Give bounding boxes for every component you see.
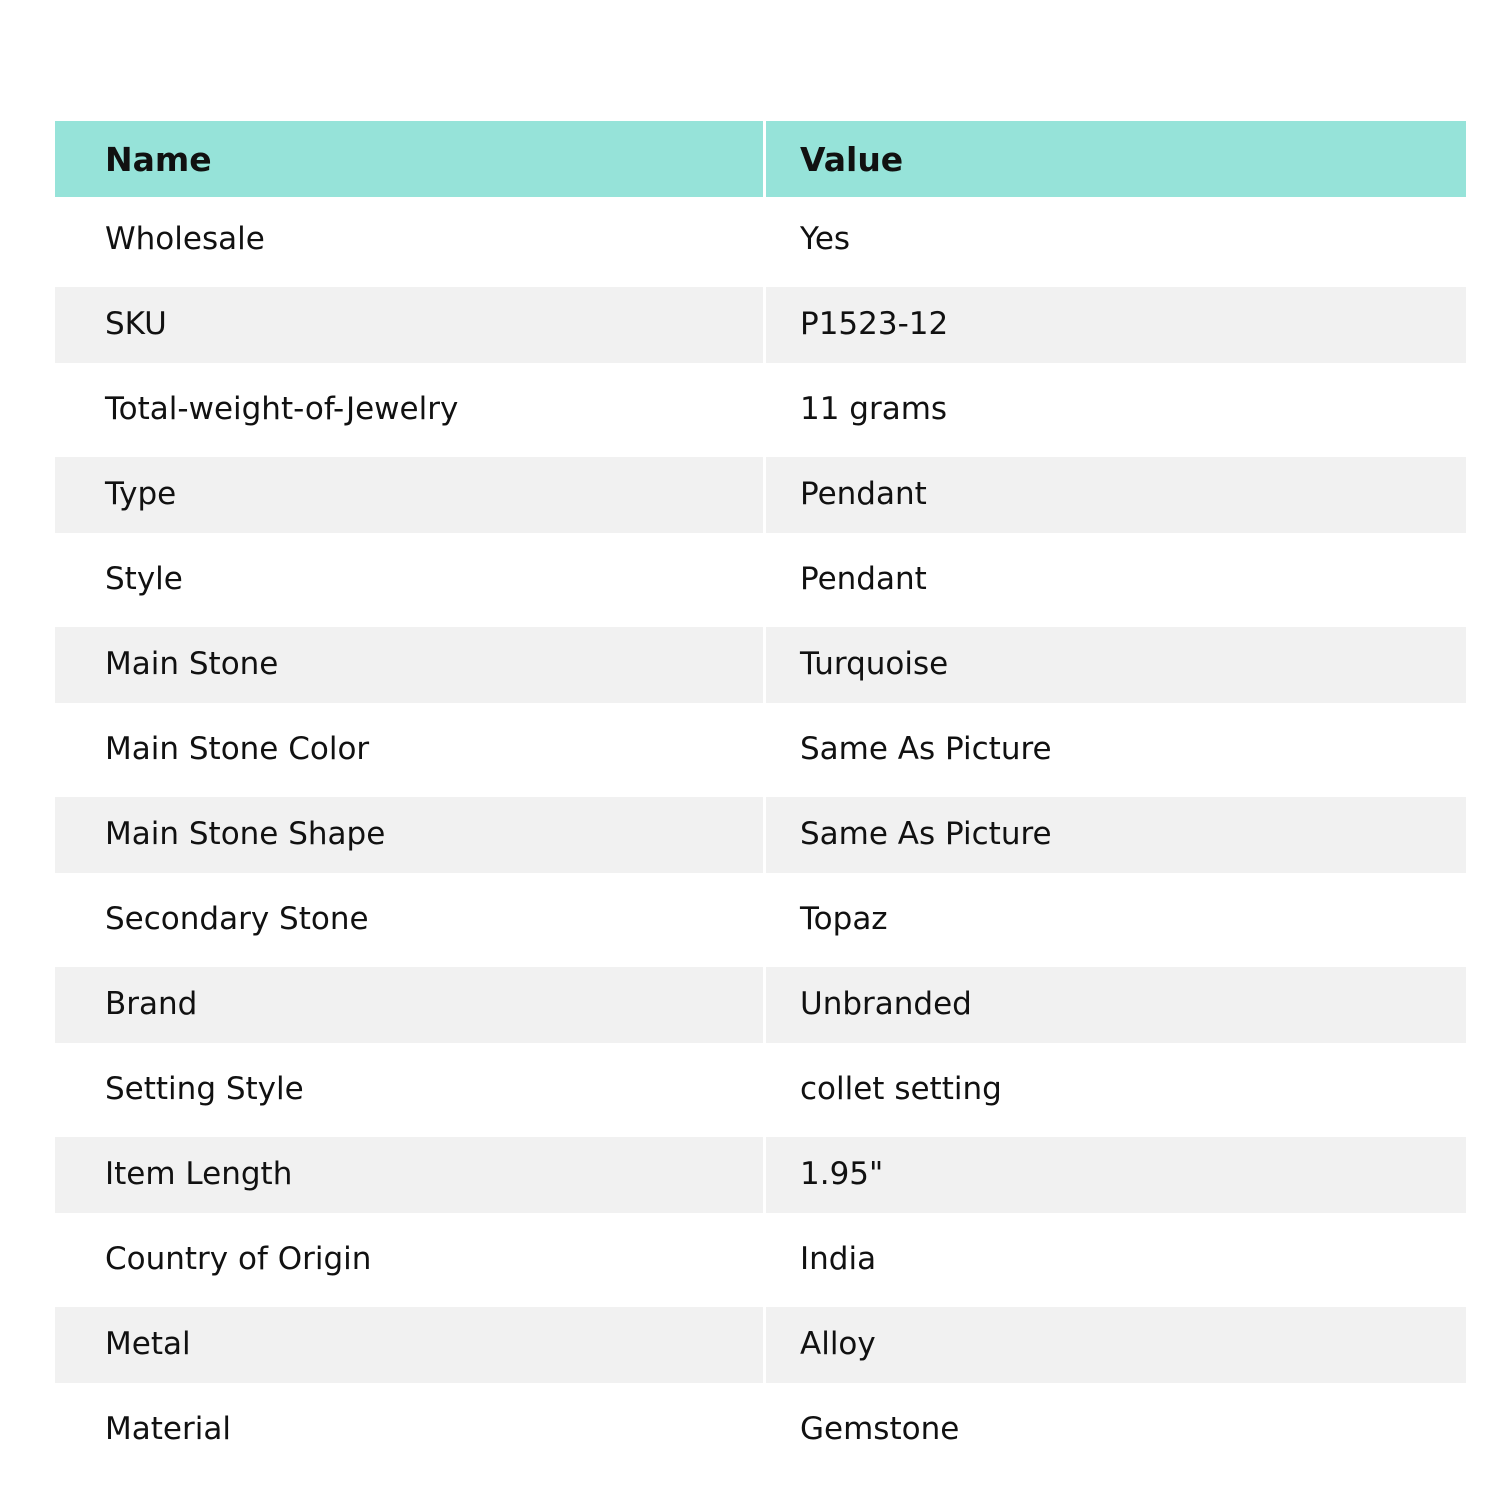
- column-header-name: Name: [55, 121, 766, 197]
- table-row: [55, 1132, 1466, 1217]
- row-name-cell: Total-weight-of-Jewelry: [55, 372, 766, 448]
- table-row: [55, 877, 1466, 962]
- row-name-cell: Type: [55, 457, 766, 533]
- row-value-cell: 11 grams: [766, 372, 1466, 448]
- table-row: [55, 962, 1466, 1047]
- row-name-cell: Item Length: [55, 1137, 766, 1213]
- spec-table: [55, 121, 1466, 1472]
- row-name-cell: Brand: [55, 967, 766, 1043]
- row-name-cell: Country of Origin: [55, 1222, 766, 1298]
- row-name-cell: Style: [55, 542, 766, 618]
- row-name-cell: Secondary Stone: [55, 882, 766, 958]
- row-value-cell: Same As Picture: [766, 797, 1466, 873]
- table-row: [55, 622, 1466, 707]
- table-body: [55, 197, 1466, 1472]
- column-header-value: Value: [766, 121, 1466, 197]
- row-name-cell: Main Stone: [55, 627, 766, 703]
- table-row: [55, 1302, 1466, 1387]
- row-value-cell: P1523-12: [766, 287, 1466, 363]
- table-row: [55, 452, 1466, 537]
- row-name-cell: Main Stone Shape: [55, 797, 766, 873]
- table-row: [55, 282, 1466, 367]
- row-name-cell: Main Stone Color: [55, 712, 766, 788]
- row-name-cell: SKU: [55, 287, 766, 363]
- table-row: [55, 707, 1466, 792]
- row-value-cell: Alloy: [766, 1307, 1466, 1383]
- table-header-row: [55, 121, 1466, 197]
- row-value-cell: Pendant: [766, 457, 1466, 533]
- row-value-cell: Pendant: [766, 542, 1466, 618]
- row-value-cell: Unbranded: [766, 967, 1466, 1043]
- row-value-cell: Turquoise: [766, 627, 1466, 703]
- row-value-cell: India: [766, 1222, 1466, 1298]
- row-name-cell: Material: [55, 1392, 766, 1468]
- table-row: [55, 792, 1466, 877]
- row-value-cell: Same As Picture: [766, 712, 1466, 788]
- row-name-cell: Metal: [55, 1307, 766, 1383]
- table-row: [55, 1047, 1466, 1132]
- table-row: [55, 1387, 1466, 1472]
- row-value-cell: Yes: [766, 202, 1466, 278]
- row-value-cell: 1.95": [766, 1137, 1466, 1213]
- table-row: [55, 537, 1466, 622]
- table-row: [55, 367, 1466, 452]
- row-value-cell: Topaz: [766, 882, 1466, 958]
- table-row: [55, 1217, 1466, 1302]
- row-value-cell: collet setting: [766, 1052, 1466, 1128]
- row-name-cell: Setting Style: [55, 1052, 766, 1128]
- row-value-cell: Gemstone: [766, 1392, 1466, 1468]
- table-row: [55, 197, 1466, 282]
- row-name-cell: Wholesale: [55, 202, 766, 278]
